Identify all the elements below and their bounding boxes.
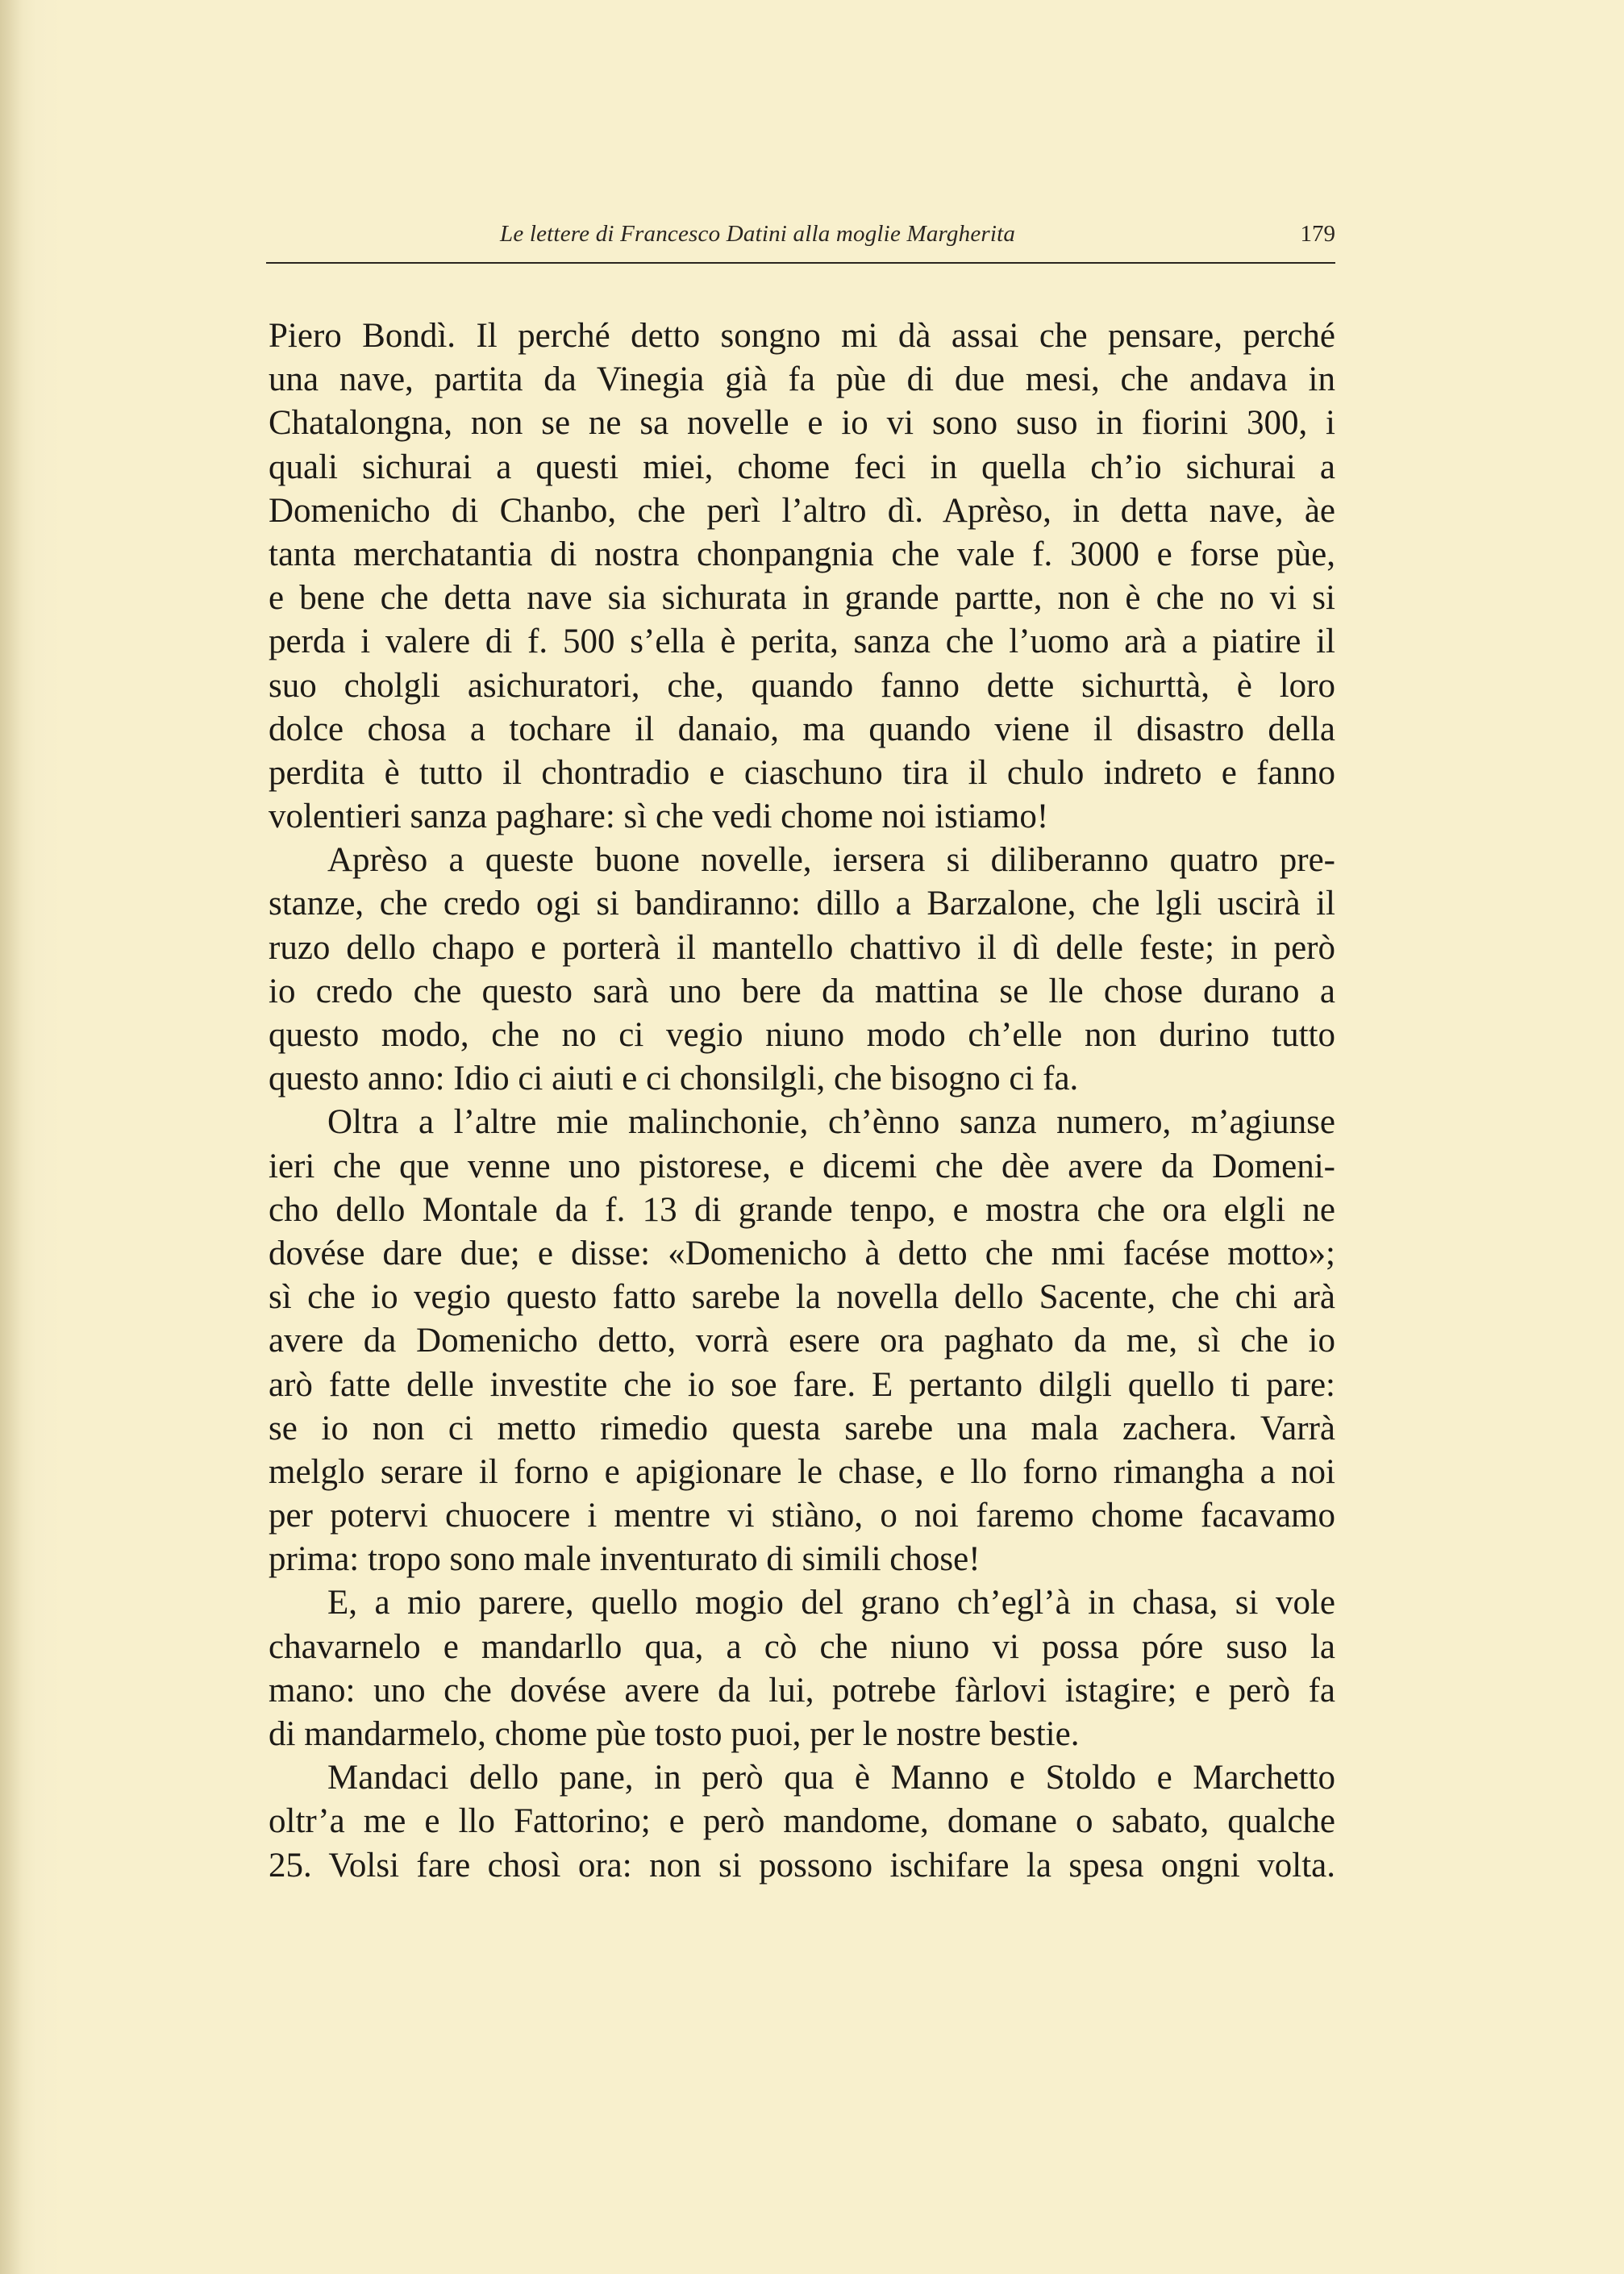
text-line: arò fatte delle investite che io soe fare. E pertanto dilgli quello ti pare:: [269, 1365, 1335, 1404]
paragraph: [269, 1101, 1335, 1581]
text-line: una nave, partita da Vinegia già fa pùe di due mesi, che andava in: [269, 360, 1335, 399]
paragraph: [269, 1581, 1335, 1756]
text-line: Aprèso a queste buone novelle, iersera si diliberanno quatro pre-: [327, 841, 1335, 880]
text-line: questo anno: Idio ci aiuti e ci chonsilgli, che bisogno ci fa.: [269, 1060, 1079, 1098]
text-line: dolce chosa a tochare il danaio, ma quando viene il disastro della: [269, 710, 1335, 748]
paragraph: [269, 314, 1335, 839]
text-line: tanta merchatantia di nostra chonpangnia che vale f. 3000 e forse pùe,: [269, 535, 1335, 573]
running-head-title: Le lettere di Francesco Datini alla moglie Margherita: [500, 221, 1016, 247]
text-line: sì che io vegio questo fatto sarebe la novella dello Sacente, che chi arà: [269, 1278, 1335, 1317]
text-line: mano: uno che dovése avere da lui, potrebe fàrlovi istagire; e però fa: [269, 1671, 1335, 1710]
text-line: cho dello Montale da f. 13 di grande tenpo, e mostra che ora elgli ne: [269, 1190, 1335, 1229]
text-line: per potervi chuocere i mentre vi stiàno, o noi faremo chome facavamo: [269, 1497, 1335, 1535]
text-line: quali sichurai a questi miei, chome feci in quella ch’io sichurai a: [269, 448, 1335, 486]
text-line: se io non ci metto rimedio questa sarebe una mala zachera. Varrà: [269, 1409, 1335, 1447]
paragraph: [269, 1756, 1335, 1888]
text-line: chavarnelo e mandarllo qua, a cò che niuno vi possa póre suso la: [269, 1627, 1335, 1666]
text-line: stanze, che credo ogi si bandiranno: dillo a Barzalone, che lgli uscirà il: [269, 885, 1335, 923]
text-line: E, a mio parere, quello mogio del grano ch’egl’à in chasa, si vole: [327, 1584, 1335, 1622]
text-line: Oltra a l’altre mie malinchonie, ch’ènno sanza numero, m’agiunse: [327, 1103, 1335, 1142]
text-line: prima: tropo sono male inventurato di simili chose!: [269, 1540, 981, 1579]
text-line: Piero Bondì. Il perché detto songno mi dà assai che pensare, perché: [269, 317, 1335, 355]
text-line: ruzo dello chapo e porterà il mantello chattivo il dì delle feste; in però: [269, 928, 1335, 967]
text-line: perda i valere di f. 500 s’ella è perita, sanza che l’uomo arà a piatire il: [269, 623, 1335, 661]
text-line: suo cholgli asichuratori, che, quando fanno dette sichurttà, è loro: [269, 666, 1335, 705]
body-text: [269, 314, 1335, 1888]
text-line: di mandarmelo, chome pùe tosto puoi, per le nostre bestie.: [269, 1715, 1080, 1753]
text-line: io credo che questo sarà uno bere da mattina se lle chose durano a: [269, 972, 1335, 1010]
paragraph: [269, 839, 1335, 1101]
binding-shadow: [0, 0, 23, 2274]
header-rule: [266, 262, 1335, 264]
text-line: Mandaci dello pane, in però qua è Manno e Stoldo e Marchetto: [327, 1759, 1335, 1797]
text-line: dovése dare due; e disse: «Domenicho à detto che nmi facése motto»;: [269, 1234, 1335, 1272]
text-line: melglo serare il forno e apigionare le chase, e llo forno rimangha a noi: [269, 1452, 1335, 1491]
text-line: avere da Domenicho detto, vorrà esere ora paghato da me, sì che io: [269, 1322, 1335, 1360]
text-line: questo modo, che no ci vegio niuno modo ch’elle non durino tutto: [269, 1016, 1335, 1054]
page-number: 179: [1300, 221, 1335, 247]
text-line: oltr’a me e llo Fattorino; e però mandome, domane o sabato, qualche: [269, 1802, 1335, 1841]
text-line: 25. Volsi fare chosì ora: non si possono ischifare la spesa ongni volta.: [269, 1846, 1335, 1885]
running-head: [266, 219, 1335, 260]
text-line: Chatalongna, non se ne sa novelle e io vi sono suso in fiorini 300, i: [269, 404, 1335, 443]
text-line: volentieri sanza paghare: sì che vedi chome noi istiamo!: [269, 798, 1049, 836]
text-line: Domenicho di Chanbo, che perì l’altro dì. Aprèso, in detta nave, àe: [269, 491, 1335, 530]
text-line: ieri che que venne uno pistorese, e dicemi che dèe avere da Domeni-: [269, 1147, 1335, 1185]
text-line: e bene che detta nave sia sichurata in grande partte, non è che no vi si: [269, 579, 1335, 618]
text-line: perdita è tutto il chontradio e ciaschuno tira il chulo indreto e fanno: [269, 753, 1335, 792]
